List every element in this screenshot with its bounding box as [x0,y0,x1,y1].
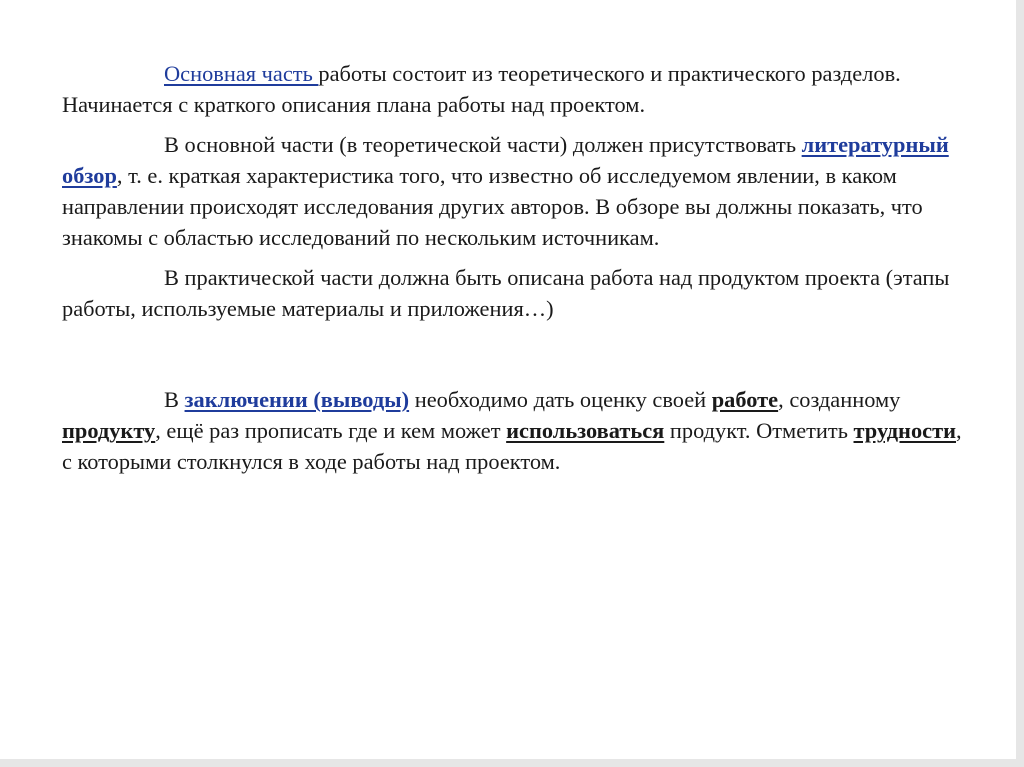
paragraph-practice [62,262,962,324]
key-term-difficulties: трудности [853,418,956,443]
conclusion-term[interactable]: заключении (выводы) [184,387,410,412]
conclusion-text-5: , с которыми столкнулся в ходе работы над проектом. [62,418,962,474]
key-term-usage: использоваться [506,418,665,443]
paragraph-main-part [62,58,962,120]
practice-text: В практической части должна быть описана работа над продуктом проекта (этапы работы, используемые материалы и приложения…) [62,265,950,321]
paragraph-theory [62,129,962,253]
main-part-text: работы состоит из теоретического и практического разделов. Начинается с краткого описания плана работы над проектом. [62,61,901,117]
conclusion-text-1: необходимо дать оценку своей [409,387,712,412]
conclusion-text-3: , ещё раз прописать где и кем может [155,418,507,443]
key-term-work: работе [711,387,779,412]
conclusion-text-4: продукт. Отметить [664,418,854,443]
theory-lead: В основной части (в теоретической части) должен присутствовать [164,132,802,157]
conclusion-lead: В [164,387,185,412]
main-part-term[interactable]: Основная часть [164,61,319,86]
paragraph-conclusion [62,384,962,477]
slide-text [62,58,962,486]
theory-text: , т. е. краткая характеристика того, что известно об исследуемом явлении, в каком направлении происходят исследования других авторов. В обзоре вы должны показать, что знакомы с областью исследований по нескольким источникам. [62,163,923,250]
literature-review-term[interactable]: литературный обзор [62,132,949,188]
key-term-product: продукту [62,418,156,443]
conclusion-text-2: , созданному [778,387,901,412]
